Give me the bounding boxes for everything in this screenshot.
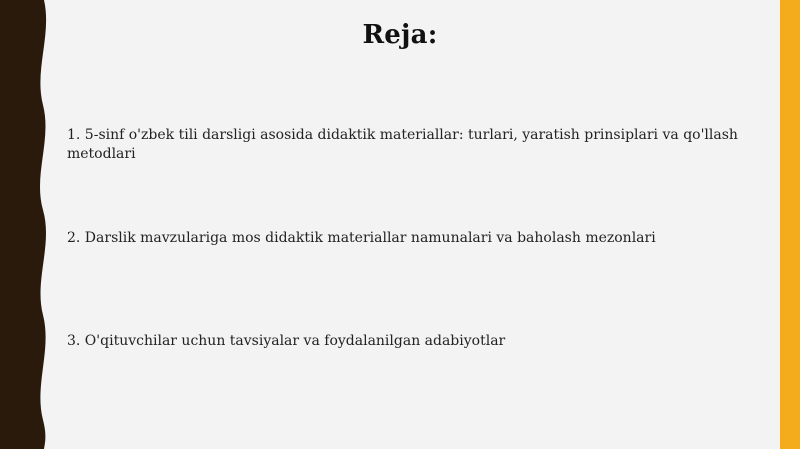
slide-title: Reja: <box>362 20 438 50</box>
plan-item-1: 1. 5-sinf o'zbek tili darsligi asosida didaktik materiallar: turlari, yaratish prinsiplari va qo'llash metodlari <box>67 127 738 162</box>
accent-stripe <box>780 0 800 449</box>
plan-item-2: 2. Darslik mavzulariga mos didaktik materiallar namunalari va baholash mezonlari <box>67 230 656 246</box>
plan-item-3: 3. O'qituvchilar uchun tavsiyalar va foydalanilgan adabiyotlar <box>67 333 506 349</box>
wavy-border-decoration <box>0 0 70 449</box>
